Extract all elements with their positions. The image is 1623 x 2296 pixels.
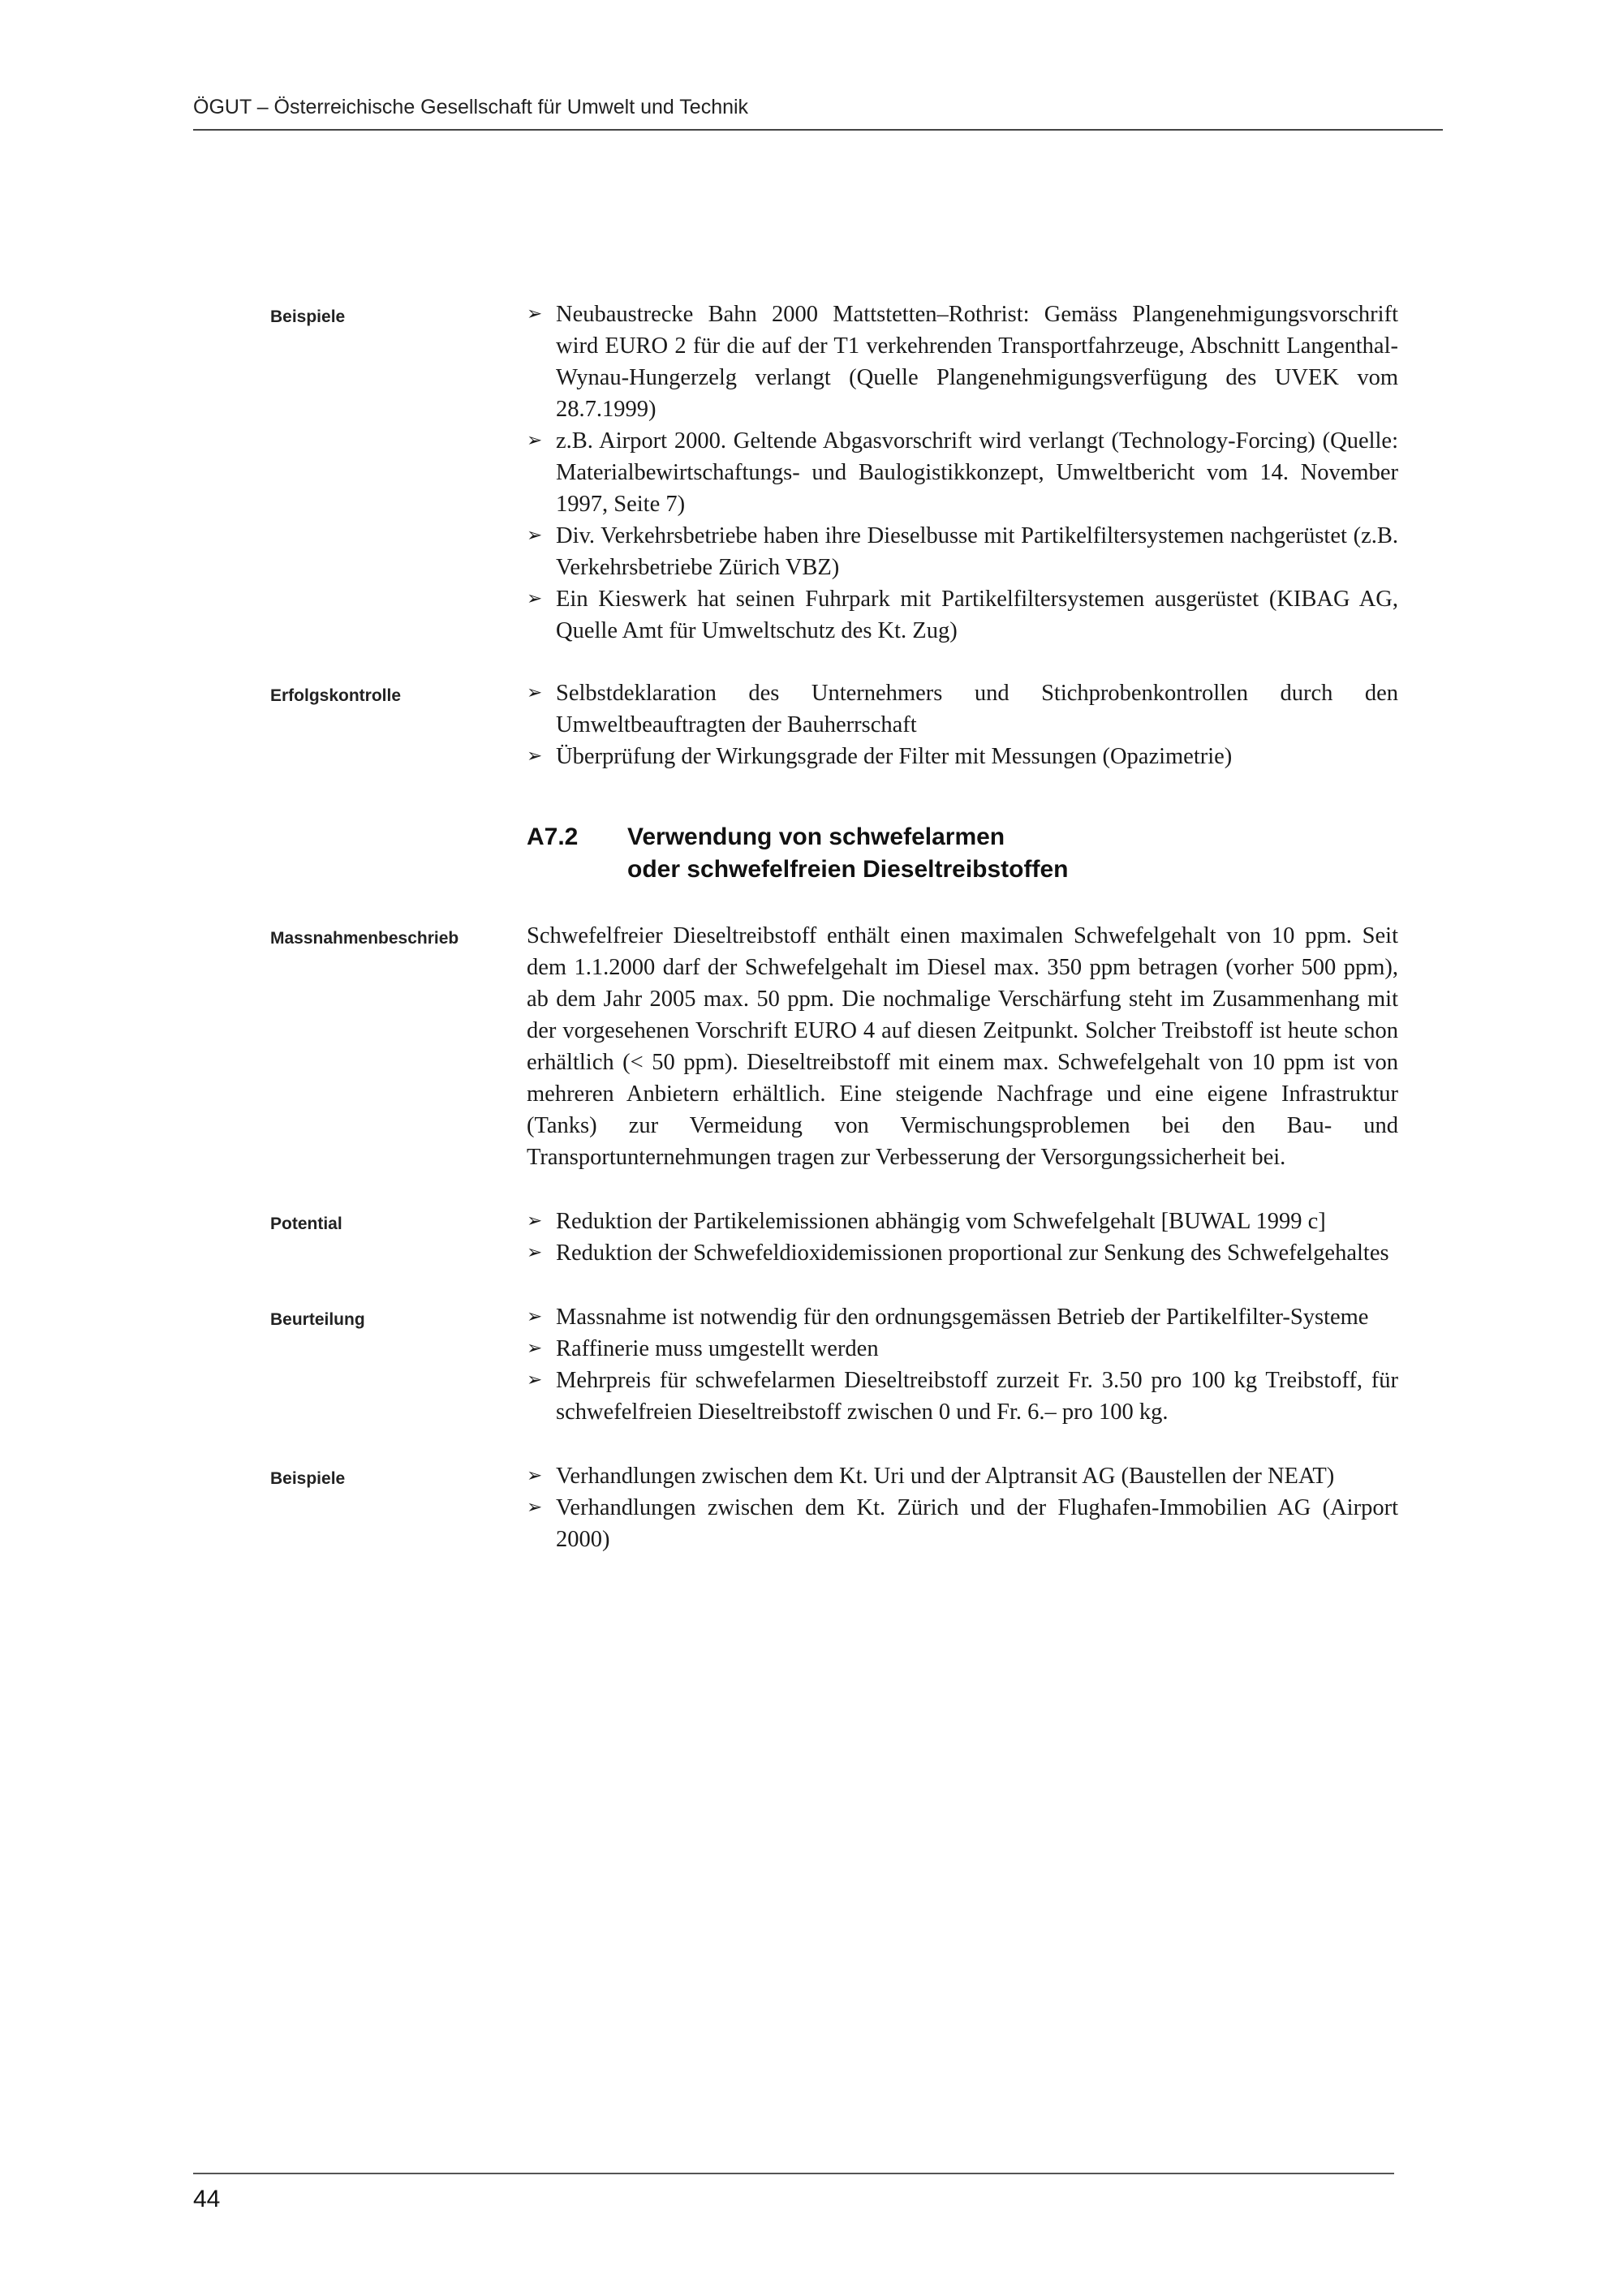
section-heading (527, 821, 1402, 886)
arrow-bullet-icon: ➢ (527, 746, 543, 767)
section-label: Erfolgskontrolle (270, 686, 402, 705)
section-label: Beispiele (270, 307, 346, 326)
list-item: ➢ Reduktion der Schwefeldioxidemissionen proportional zur Senkung des Schwefelgehaltes (527, 1237, 1398, 1269)
arrow-bullet-icon: ➢ (527, 682, 543, 703)
bullet-list (527, 677, 1398, 772)
section-label: Beispiele (270, 1469, 346, 1488)
section-label: Potential (270, 1215, 342, 1233)
arrow-bullet-icon: ➢ (527, 1465, 543, 1486)
list-item: ➢ Div. Verkehrsbetriebe haben ihre Dieselbusse mit Partikelfiltersystemen nachgerüstet (z.B. Verkehrsbetriebe Zürich VBZ) (527, 520, 1398, 583)
section-potential (270, 1206, 1402, 1269)
arrow-bullet-icon: ➢ (527, 588, 543, 609)
arrow-bullet-icon: ➢ (527, 1497, 543, 1518)
arrow-bullet-icon: ➢ (527, 1306, 543, 1327)
arrow-bullet-icon: ➢ (527, 303, 543, 325)
list-item: ➢ Verhandlungen zwischen dem Kt. Uri und der Alptransit AG (Baustellen der NEAT) (527, 1460, 1398, 1492)
section-label: Massnahmenbeschrieb (270, 929, 459, 948)
bullet-list (527, 1301, 1398, 1428)
list-item: ➢ Reduktion der Partikelemissionen abhängig vom Schwefelgehalt [BUWAL 1999 c] (527, 1206, 1398, 1237)
list-item: ➢ Mehrpreis für schwefelarmen Dieseltreibstoff zurzeit Fr. 3.50 pro 100 kg Treibstoff, für schwefelfreien Dieseltreibstoff zwischen 0 und Fr. 6.– pro 100 kg. (527, 1365, 1398, 1428)
bullet-list (527, 299, 1398, 647)
list-item: ➢ Selbstdeklaration des Unternehmers und Stichprobenkontrollen durch den Umweltbeauftragten der Bauherrschaft (527, 677, 1398, 741)
header-title: ÖGUT – Österreichische Gesellschaft für Umwelt und Technik (193, 96, 749, 118)
list-item: ➢ Verhandlungen zwischen dem Kt. Zürich und der Flughafen-Immobilien AG (Airport 2000) (527, 1492, 1398, 1555)
list-item: ➢ Neubaustrecke Bahn 2000 Mattstetten–Rothrist: Gemäss Plangenehmigungsvorschrift wird EURO 2 für die auf der T1 verkehrenden Transportfahrzeuge, Abschnitt Langenthal-Wynau-Hungerzelg verlangt (Quelle Plangenehmigungsverfügung des UVEK vom 28.7.1999) (527, 299, 1398, 425)
arrow-bullet-icon: ➢ (527, 1210, 543, 1232)
page-number: 44 (193, 2186, 221, 2212)
section-label: Beurteilung (270, 1310, 365, 1329)
section-beurteilung (270, 1301, 1402, 1428)
section-beispiele (270, 299, 1402, 647)
arrow-bullet-icon: ➢ (527, 1242, 543, 1263)
list-item: ➢ z.B. Airport 2000. Geltende Abgasvorschrift wird verlangt (Technology-Forcing) (Quelle: Materialbewirtschaftungs- und Baulogistikkonzept, Umweltbericht vom 14. November 1997, Seite 7) (527, 425, 1398, 520)
page-footer (193, 2173, 1394, 2213)
list-item: ➢ Raffinerie muss umgestellt werden (527, 1333, 1398, 1365)
section-beispiele-2 (270, 1460, 1402, 1555)
list-item: ➢ Ein Kieswerk hat seinen Fuhrpark mit Partikelfiltersystemen ausgerüstet (KIBAG AG, Quelle Amt für Umweltschutz des Kt. Zug) (527, 583, 1398, 647)
section-erfolgskontrolle (270, 677, 1402, 772)
heading-title-line1: Verwendung von schwefelarmen (627, 823, 1005, 850)
page-content (270, 299, 1402, 1555)
bullet-list (527, 1206, 1398, 1269)
list-item: ➢ Überprüfung der Wirkungsgrade der Filter mit Messungen (Opazimetrie) (527, 741, 1398, 772)
section-massnahmenbeschrieb (270, 920, 1402, 1173)
page-header (193, 96, 1443, 131)
arrow-bullet-icon: ➢ (527, 1369, 543, 1391)
arrow-bullet-icon: ➢ (527, 525, 543, 546)
arrow-bullet-icon: ➢ (527, 1338, 543, 1359)
arrow-bullet-icon: ➢ (527, 430, 543, 451)
bullet-list (527, 1460, 1398, 1555)
description-paragraph: Schwefelfreier Dieseltreibstoff enthält einen maximalen Schwefelgehalt von 10 ppm. Seit dem 1.1.2000 darf der Schwefelgehalt im Diesel max. 350 ppm betragen (vorher 500 ppm), ab dem Jahr 2005 max. 50 ppm. Die nochmalige Verschärfung steht im Zusammenhang mit der vorgesehenen Vorschrift EURO 4 auf diesen Zeitpunkt. Solcher Treibstoff ist heute schon erhältlich (< 50 ppm). Dieseltreibstoff mit einem max. Schwefelgehalt von 10 ppm ist von mehreren Anbietern erhältlich. Eine steigende Nachfrage und eine eigene Infrastruktur (Tanks) zur Vermeidung von Vermischungsproblemen bei den Bau- und Transportunternehmungen tragen zur Verbesserung der Versorgungssicherheit bei. (527, 923, 1398, 1170)
list-item: ➢ Massnahme ist notwendig für den ordnungsgemässen Betrieb der Partikelfilter-Systeme (527, 1301, 1398, 1333)
heading-title-line2: oder schwefelfreien Dieseltreibstoffen (627, 856, 1069, 883)
heading-number: A7.2 (527, 823, 579, 850)
